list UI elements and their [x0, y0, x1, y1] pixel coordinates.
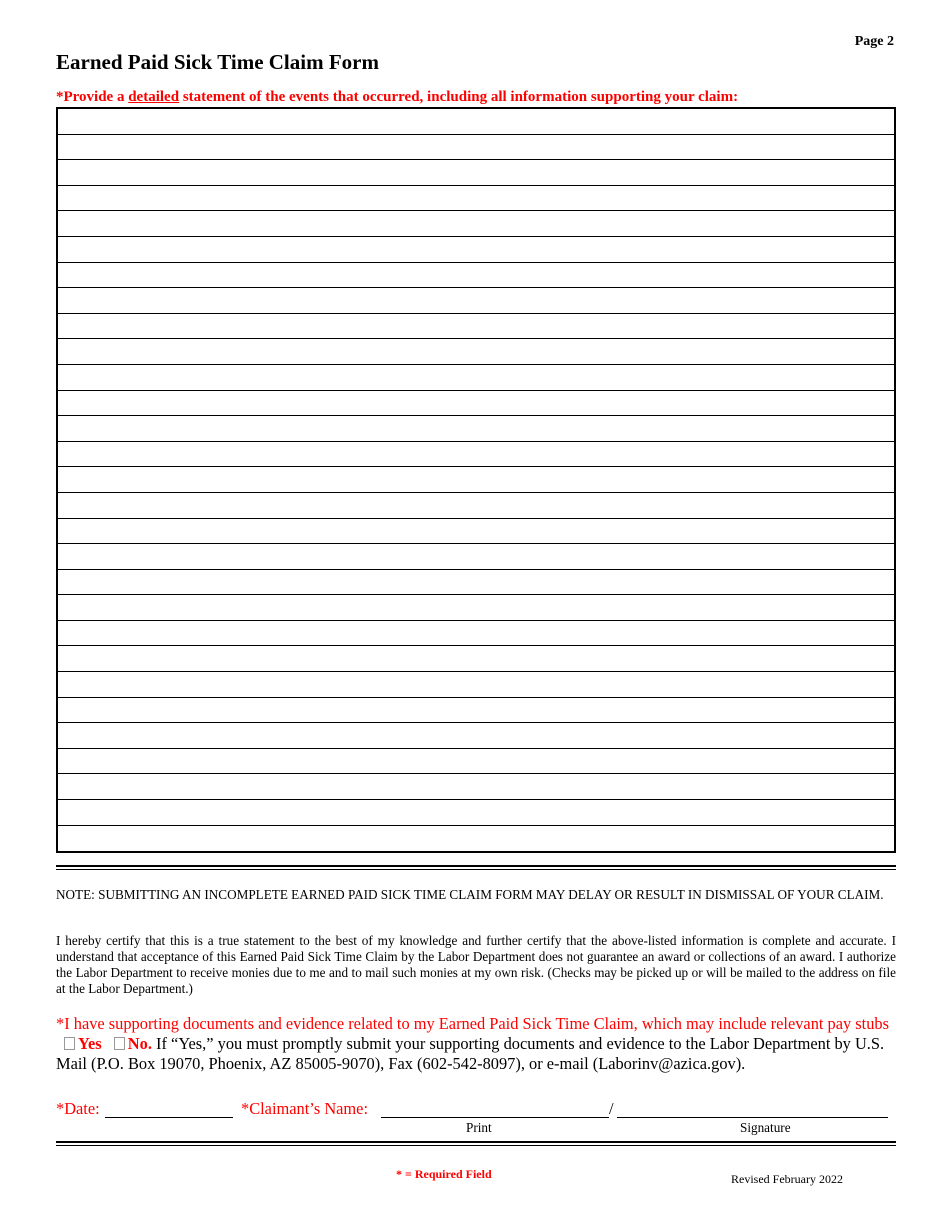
statement-line[interactable]: [58, 519, 894, 545]
statement-line[interactable]: [58, 467, 894, 493]
statement-line[interactable]: [58, 237, 894, 263]
statement-line[interactable]: [58, 314, 894, 340]
page-number: Page 2: [854, 34, 894, 49]
footer-divider: [56, 1141, 896, 1146]
claimant-signature-field[interactable]: [617, 1099, 888, 1118]
instruction-emphasis: detailed: [128, 89, 180, 105]
statement-line[interactable]: [58, 621, 894, 647]
statement-line[interactable]: [58, 723, 894, 749]
statement-line[interactable]: [58, 774, 894, 800]
statement-line[interactable]: [58, 749, 894, 775]
statement-line[interactable]: [58, 672, 894, 698]
supporting-documents-question: [56, 1014, 896, 1074]
date-label: *Date:: [56, 1099, 100, 1118]
print-caption: Print: [466, 1120, 492, 1135]
statement-line[interactable]: [58, 493, 894, 519]
statement-line[interactable]: [58, 570, 894, 596]
statement-line[interactable]: [58, 544, 894, 570]
statement-line[interactable]: [58, 339, 894, 365]
date-field[interactable]: [105, 1099, 233, 1118]
name-separator: /: [609, 1099, 614, 1118]
statement-line[interactable]: [58, 698, 894, 724]
statement-line[interactable]: [58, 288, 894, 314]
claimant-name-print-field[interactable]: [381, 1099, 609, 1118]
section-divider: [56, 865, 896, 870]
statement-textarea[interactable]: [56, 107, 896, 853]
instruction-prefix: *Provide a: [56, 89, 129, 105]
no-checkbox[interactable]: [114, 1037, 125, 1050]
statement-line[interactable]: [58, 595, 894, 621]
statement-line[interactable]: [58, 826, 894, 852]
statement-line[interactable]: [58, 391, 894, 417]
yes-label: Yes: [78, 1034, 102, 1053]
statement-line[interactable]: [58, 186, 894, 212]
instruction-suffix: statement of the events that occurred, including all information supporting your claim:: [179, 89, 739, 105]
revision-date: Revised February 2022: [731, 1172, 843, 1186]
statement-line[interactable]: [58, 800, 894, 826]
statement-line[interactable]: [58, 263, 894, 289]
signature-caption: Signature: [740, 1120, 791, 1135]
statement-instruction: [56, 89, 738, 106]
required-field-legend: * = Required Field: [396, 1167, 492, 1181]
statement-line[interactable]: [58, 442, 894, 468]
incomplete-form-note: NOTE: SUBMITTING AN INCOMPLETE EARNED PAID SICK TIME CLAIM FORM MAY DELAY OR RESULT IN DISMISSAL OF YOUR CLAIM.: [56, 887, 884, 902]
claimant-name-label: *Claimant’s Name:: [241, 1099, 369, 1118]
statement-line[interactable]: [58, 160, 894, 186]
supporting-question-text: *I have supporting documents and evidence related to my Earned Paid Sick Time Claim, which may include relevant pay stubs: [56, 1014, 890, 1033]
statement-line[interactable]: [58, 109, 894, 135]
statement-line[interactable]: [58, 646, 894, 672]
yes-checkbox[interactable]: [64, 1037, 75, 1050]
statement-line[interactable]: [58, 135, 894, 161]
statement-line[interactable]: [58, 365, 894, 391]
submission-instructions: If “Yes,” you must promptly submit your supporting documents and evidence to the Labor Department by U.S. Mail (P.O. Box 19070, Phoenix, AZ 85005-9070), Fax (602-542-8097), or e-mail (Laborinv@azica.gov).: [56, 1034, 885, 1073]
form-title: Earned Paid Sick Time Claim Form: [56, 50, 379, 74]
statement-line[interactable]: [58, 416, 894, 442]
no-label: No.: [127, 1034, 152, 1053]
statement-line[interactable]: [58, 211, 894, 237]
certification-statement: I hereby certify that this is a true statement to the best of my knowledge and further certify that the above-listed information is complete and accurate. I understand that acceptance of this Earned Paid Sick Time Claim by the Labor Department does not guarantee an award or collections of an award. I authorize the Labor Department to receive monies due to me and to mail such monies at my own risk. (Checks may be picked up or will be mailed to the address on file at the Labor Department.): [56, 933, 896, 996]
